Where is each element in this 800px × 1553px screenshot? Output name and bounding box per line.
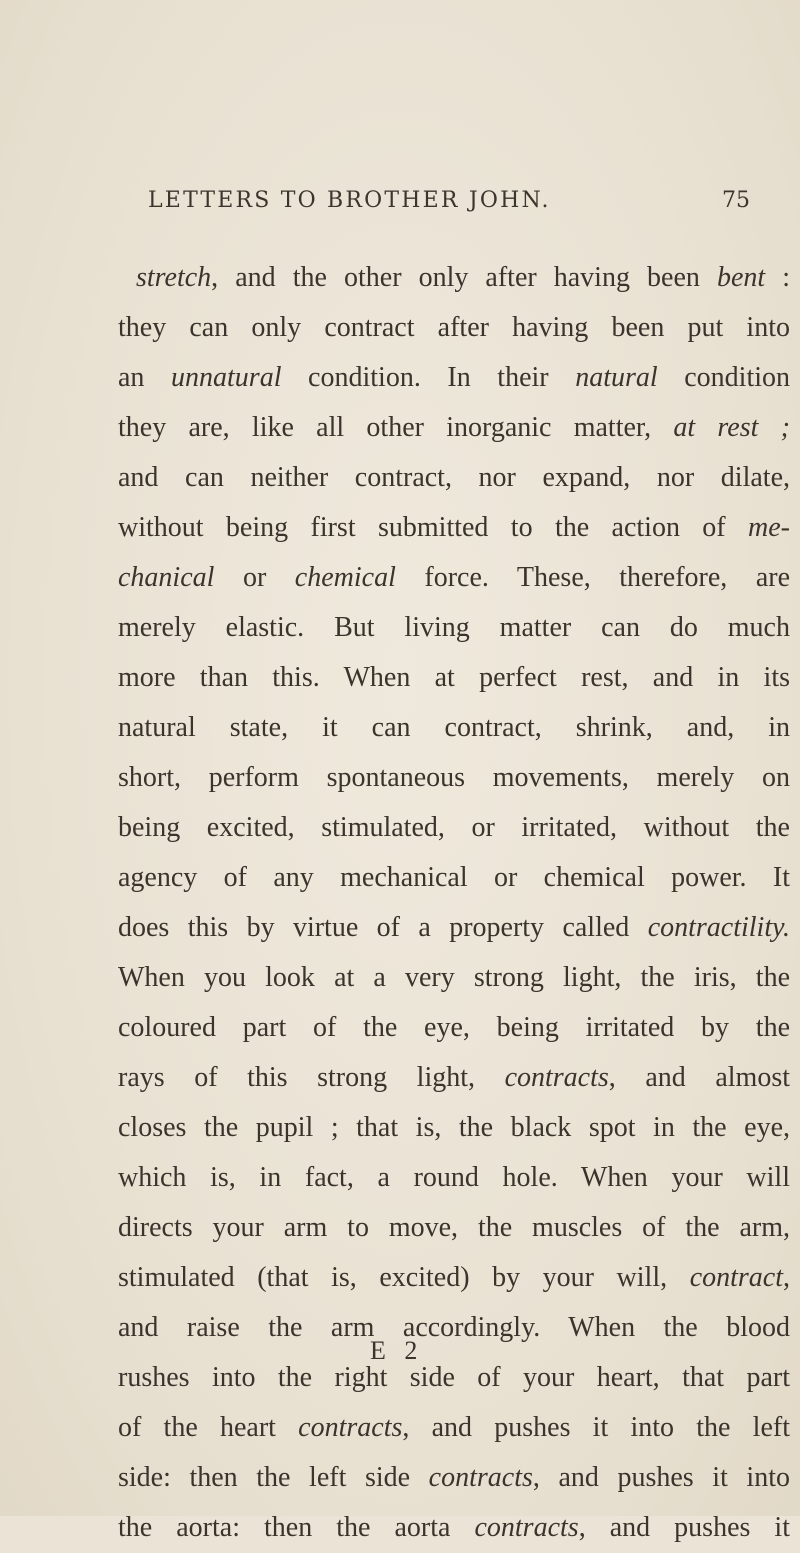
text-run: stimulated (that is, excited) by your will, [118,1262,690,1293]
text-run: or [214,562,295,593]
text-run: of the heart [118,1412,299,1443]
text-run: and raise the arm accordingly. When the blood [118,1312,790,1343]
body-text [118,253,790,1553]
italic-text: me- [748,512,790,543]
italic-text: natural [575,362,658,393]
text-run: directs your arm to move, the muscles of the arm, [118,1212,790,1243]
text-line [118,403,790,453]
text-line [118,553,790,603]
text-line [118,1503,790,1553]
text-line [118,803,790,853]
italic-text: stretch [136,262,212,293]
text-run: merely elastic. But living matter can do much [118,612,790,643]
text-line [118,753,790,803]
text-run: condition [657,362,790,393]
text-run: short, perform spontaneous movements, merely on [118,762,790,793]
italic-text: at rest ; [673,412,790,443]
italic-text: bent [716,262,766,293]
running-head [148,188,748,228]
text-line [118,603,790,653]
text-run: condition. In their [281,362,576,393]
text-line [118,1003,790,1053]
text-line [118,953,790,1003]
italic-text: contractility. [647,912,790,943]
text-run: coloured part of the eye, being irritated by the [118,1012,790,1043]
page-number: 75 [722,188,750,213]
text-run: , and pushes it into the left [402,1412,790,1443]
italic-text: contract [689,1262,783,1293]
italic-text: unnatural [171,362,282,393]
text-run: closes the pupil ; that is, the black spot in the eye, [118,1112,790,1143]
italic-text: contracts [474,1512,579,1543]
text-line [118,1353,790,1403]
text-line [118,853,790,903]
text-run: , [783,1262,790,1293]
text-run: rushes into the right side of your heart, that part [118,1362,790,1393]
text-line [118,303,790,353]
italic-text: chanical [118,562,215,593]
text-line [118,253,790,303]
text-line [118,703,790,753]
text-run: they can only contract after having been put into [118,312,790,343]
text-line [118,1103,790,1153]
text-run: which is, in fact, a round hole. When your will [118,1162,790,1193]
text-line [118,903,790,953]
text-run: without being first submitted to the action of [118,512,749,543]
text-run: and can neither contract, nor expand, nor dilate, [118,462,790,493]
text-run: , and almost [608,1062,791,1093]
text-run: natural state, it can contract, shrink, and, in [118,712,790,743]
text-run: , and pushes it into [532,1462,790,1493]
text-line [118,1303,790,1353]
text-run: agency of any mechanical or chemical power. It [118,862,790,893]
text-line [118,1453,790,1503]
text-run: , and pushes it [578,1512,790,1543]
text-run: being excited, stimulated, or irritated, without the [118,812,790,843]
italic-text: chemical [294,562,396,593]
text-line [118,1053,790,1103]
text-run: they are, like all other inorganic matter, [118,412,674,443]
text-run: the aorta: then the aorta [118,1512,475,1543]
italic-text: contracts [428,1462,533,1493]
text-run: does this by virtue of a property called [118,912,648,943]
text-run: : [765,262,790,293]
text-line [118,503,790,553]
italic-text: contracts [298,1412,403,1443]
text-run: more than this. When at perfect rest, and in its [118,662,790,693]
text-run: When you look at a very strong light, the iris, the [118,962,790,993]
text-line [118,1253,790,1303]
text-run: side: then the left side [118,1462,429,1493]
text-run: rays of this strong light, [118,1062,505,1093]
running-title: LETTERS TO BROTHER JOHN. [148,188,551,213]
signature-mark: E 2 [370,1336,424,1365]
text-line [118,453,790,503]
text-run: an [118,362,172,393]
text-line [118,1153,790,1203]
text-run: force. These, therefore, are [395,562,791,593]
italic-text: contracts [504,1062,609,1093]
text-run: , and the other only after having been [211,262,717,293]
text-line [118,1203,790,1253]
text-line [118,353,790,403]
text-line [118,653,790,703]
text-line [118,1403,790,1453]
